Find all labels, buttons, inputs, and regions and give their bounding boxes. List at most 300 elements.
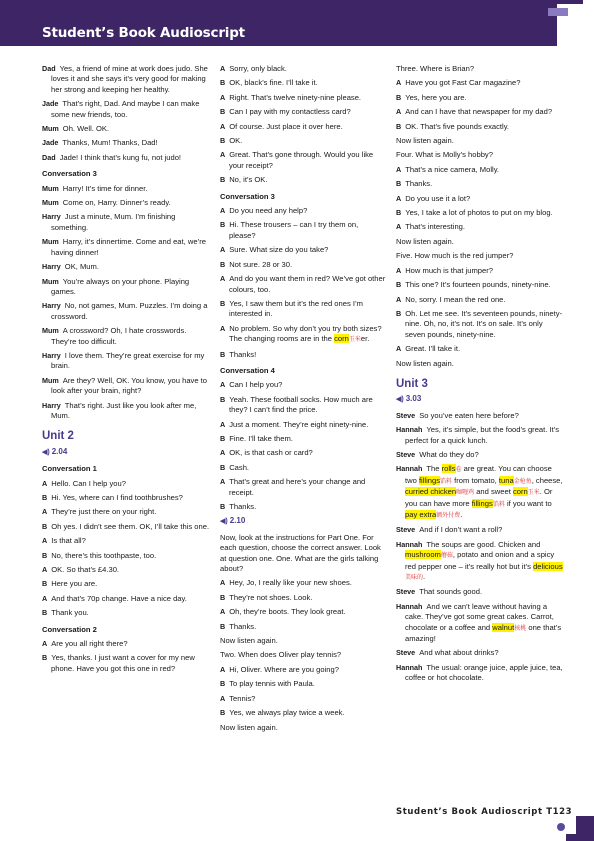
dialogue-text: Can I help you? — [229, 380, 283, 390]
dialogue-text: No, there’s this toothpaste, too. — [51, 550, 157, 560]
speaker-label: A — [42, 507, 48, 517]
dialogue-text: This one? It’s fourteen pounds, ninety-nine. — [405, 280, 551, 290]
dialogue-text: Yes, I saw them but it’s the red ones I’m interested in. — [229, 298, 364, 319]
dialogue-line — [42, 639, 210, 649]
dialogue-text: That’s right. Just like you look after me, Mum. — [51, 400, 197, 420]
handwritten-note: 金枪鱼 — [513, 478, 532, 485]
footer-dot — [557, 823, 565, 831]
dialogue-line — [42, 493, 210, 503]
dialogue-line — [220, 434, 386, 444]
speaker-label: B — [396, 179, 402, 189]
track-number: 2.04 — [51, 446, 68, 456]
dialogue-text: The soups are good. Chicken and mushroom蘑菇, potato and onion and a spicy red pepper one – it’s really hot but it’s delicious美味的. — [405, 539, 563, 582]
dialogue-line — [396, 309, 564, 340]
speaker-label: A — [396, 193, 402, 203]
dialogue-text: Oh. Well. OK. — [62, 124, 110, 134]
handwritten-note: 玉米 — [527, 490, 540, 497]
column-left — [42, 64, 210, 678]
dialogue-line — [396, 587, 564, 597]
speaker-label: Steve — [396, 587, 416, 597]
dialogue-text: Are you all right there? — [51, 639, 128, 649]
dialogue-line — [396, 602, 564, 645]
highlighted-word: curried chicken — [405, 487, 457, 497]
speaker-label: B — [220, 502, 226, 511]
speaker-label: Mum — [42, 276, 59, 286]
dialogue-text: Is that all? — [51, 536, 86, 546]
instruction-text: Now listen again. — [220, 636, 278, 646]
dialogue-text: Hey, Jo, I really like your new shoes. — [229, 578, 352, 588]
dialogue-line — [220, 150, 386, 171]
speaker-label: Harry — [42, 350, 61, 360]
footer-page-label: Student’s Book Audioscript T123 — [396, 807, 573, 817]
dialogue-text: Thanks. — [229, 621, 257, 631]
speaker-label: A — [396, 164, 402, 174]
dialogue-line — [42, 198, 210, 208]
handwritten-note: 卷 — [455, 467, 462, 474]
header-decoration — [557, 0, 583, 4]
dialogue-line — [396, 165, 564, 175]
dialogue-text: Great. That’s gone through. Would you like your receipt? — [229, 150, 374, 170]
dialogue-line — [42, 401, 210, 422]
instruction-text: Now listen again. — [396, 136, 454, 146]
highlighted-word: corn — [512, 487, 528, 497]
speaker-label: Harry — [42, 262, 61, 272]
speaker-label: Hannah — [396, 539, 423, 549]
speaker-label: A — [220, 664, 226, 674]
dialogue-line — [396, 450, 564, 460]
dialogue-line — [220, 694, 386, 704]
speaker-label: A — [220, 578, 226, 588]
speaker-label: Steve — [396, 525, 416, 535]
dialogue-line — [42, 579, 210, 589]
header-decoration — [534, 0, 557, 4]
dialogue-text: And can I have that newspaper for my dad? — [405, 107, 553, 117]
speaker-label: Steve — [396, 410, 416, 420]
highlighted-word: rolls — [441, 464, 456, 474]
dialogue-line — [220, 260, 386, 270]
speaker-label: Hannah — [396, 464, 423, 474]
speaker-label: A — [396, 265, 402, 275]
dialogue-line — [220, 136, 386, 146]
dialogue-text: What do they do? — [419, 449, 479, 459]
dialogue-line — [220, 78, 386, 88]
speaker-label: B — [220, 394, 226, 404]
dialogue-text: OK, Mum. — [64, 262, 99, 272]
header-decoration — [548, 8, 568, 16]
handwritten-note: 核桃 — [514, 625, 527, 632]
conversation-heading: Conversation 1 — [42, 464, 97, 474]
dialogue-line — [396, 540, 564, 584]
dialogue-text: Just a moment. They’re eight ninety-nine. — [229, 419, 369, 429]
dialogue-line — [42, 653, 210, 674]
speaker-label: B — [220, 136, 226, 146]
dialogue-line — [220, 380, 386, 390]
dialogue-text: Harry, it’s dinnertime. Come and eat, we’re having dinner! — [51, 237, 206, 257]
speaker-label: Mum — [42, 237, 59, 247]
dialogue-text: Sure. What size do you take? — [229, 245, 329, 255]
dialogue-text: Here you are. — [51, 579, 98, 589]
speaker-label: Hannah — [396, 425, 423, 435]
dialogue-line — [220, 206, 386, 216]
highlighted-word: fillings — [471, 498, 493, 508]
dialogue-text: Harry! It’s time for dinner. — [62, 183, 148, 193]
speaker-label: A — [42, 593, 48, 603]
speaker-label: B — [42, 493, 48, 502]
track-number: 2.10 — [229, 516, 246, 526]
dialogue-line — [42, 551, 210, 561]
dialogue-text: Come on, Harry. Dinner’s ready. — [62, 198, 171, 208]
dialogue-text: Do you need any help? — [229, 206, 308, 216]
dialogue-text: Not sure. 28 or 30. — [229, 259, 293, 269]
dialogue-line — [220, 420, 386, 430]
dialogue-line — [396, 78, 564, 88]
speaker-label: A — [220, 274, 226, 284]
speaker-label: Jade — [42, 99, 59, 109]
highlighted-word: walnut — [492, 622, 515, 632]
speaker-label: Steve — [396, 648, 416, 658]
dialogue-line — [42, 376, 210, 397]
dialogue-text: Just a minute, Mum. I’m finishing something. — [51, 212, 176, 232]
speaker-label: Hannah — [396, 601, 423, 611]
dialogue-line — [42, 351, 210, 372]
highlighted-word: fillings — [418, 475, 441, 485]
dialogue-text: Thanks! — [229, 349, 257, 359]
speaker-label: A — [220, 323, 226, 333]
dialogue-text: Thanks, Mum! Thanks, Dad! — [62, 138, 158, 148]
dialogue-text: Hello. Can I help you? — [51, 478, 126, 488]
footer-corner — [566, 834, 576, 841]
dialogue-line — [396, 411, 564, 421]
dialogue-text: Yes, thanks. I just want a cover for my new phone. Have you got this one in red? — [51, 653, 195, 673]
speaker-label: B — [396, 208, 402, 218]
dialogue-line — [42, 522, 210, 532]
dialogue-text: OK, black’s fine. I’ll take it. — [229, 78, 318, 88]
dialogue-line — [42, 184, 210, 194]
dialogue-line — [42, 536, 210, 546]
dialogue-text: That’s great and here’s your change and receipt. — [229, 477, 366, 497]
speaker-label: Harry — [42, 212, 61, 222]
speaker-label: Dad — [42, 64, 56, 73]
dialogue-line — [42, 212, 210, 233]
dialogue-text: Hi. Yes, where can I find toothbrushes? — [51, 493, 183, 502]
dialogue-line — [42, 124, 210, 134]
speaker-label: B — [220, 621, 226, 631]
dialogue-line — [220, 448, 386, 458]
speaker-label: A — [42, 639, 48, 649]
dialogue-text: Can I pay with my contactless card? — [229, 107, 351, 117]
dialogue-line — [220, 299, 386, 320]
dialogue-text: And do you want them in red? We’ve got other colours, too. — [229, 274, 386, 294]
instruction-text: Now listen again. — [396, 358, 454, 368]
header-bar — [0, 0, 557, 46]
dialogue-line — [42, 64, 210, 95]
instruction-text: Now, look at the instructions for Part One. For each question, choose the correct answer. Look at question one. One. What are the girls talking about? — [220, 532, 381, 574]
dialogue-text: Are they? Well, OK. You know, you have to look after your brain, right? — [51, 375, 208, 396]
handwritten-note: 咖喱鸡 — [456, 490, 475, 497]
speaker-label: B — [220, 349, 226, 359]
speaker-label: B — [42, 608, 48, 618]
dialogue-text: So you’ve eaten here before? — [419, 410, 519, 420]
speaker-label: A — [396, 78, 402, 88]
dialogue-text: And that’s 70p change. Have a nice day. — [51, 593, 187, 603]
speaker-label: Mum — [42, 375, 59, 385]
dialogue-text: And what about drinks? — [419, 648, 499, 658]
dialogue-text: Of course. Just place it over here. — [229, 121, 343, 131]
speaker-label: B — [220, 433, 226, 443]
dialogue-text: Hi. These trousers – can I try them on, please? — [229, 220, 359, 240]
dialogue-line — [396, 464, 564, 521]
dialogue-text: I love them. They’re great exercise for my brain. — [51, 350, 205, 371]
dialogue-text: And we can’t leave without having a cake. They’ve got some great cakes. Carrot, chocolate or a coffee and walnut核桃 one that’s amazing! — [405, 601, 562, 644]
dialogue-text: That’s interesting. — [405, 222, 466, 232]
unit-heading: Unit 3 — [396, 377, 428, 390]
dialogue-line — [396, 222, 564, 232]
speaker-label: A — [396, 222, 402, 232]
dialogue-text: Thank you. — [51, 608, 89, 618]
speaker-label: A — [42, 565, 48, 575]
dialogue-text: Oh yes. I didn’t see them. OK, I’ll take this one. — [51, 521, 210, 531]
dialogue-line — [42, 262, 210, 272]
speaker-label: A — [220, 150, 226, 160]
conversation-heading: Conversation 3 — [42, 169, 97, 179]
dialogue-text: You’re always on your phone. Playing games. — [51, 276, 190, 296]
dialogue-line — [220, 708, 386, 718]
dialogue-line — [220, 245, 386, 255]
speaker-label: A — [220, 245, 226, 255]
dialogue-text: Yes, I take a lot of photos to put on my blog. — [405, 208, 553, 218]
dialogue-text: OK. That’s five pounds exactly. — [405, 121, 510, 131]
speaker-label: B — [396, 92, 402, 102]
dialogue-text: Cash. — [229, 462, 250, 472]
instruction-text: Five. How much is the red jumper? — [396, 251, 514, 261]
dialogue-line — [220, 350, 386, 360]
audio-track — [220, 516, 386, 527]
dialogue-text: That sounds good. — [419, 587, 483, 597]
dialogue-line — [42, 479, 210, 489]
conversation-heading: Conversation 3 — [220, 191, 275, 201]
dialogue-text: Have you got Fast Car magazine? — [405, 78, 521, 88]
dialogue-line — [220, 665, 386, 675]
dialogue-line — [220, 477, 386, 498]
dialogue-text: OK. — [229, 136, 243, 146]
speaker-label: Mum — [42, 326, 59, 336]
dialogue-text: And if I don’t want a roll? — [419, 525, 503, 535]
track-number: 3.03 — [405, 394, 422, 404]
dialogue-line — [396, 280, 564, 290]
dialogue-line — [42, 237, 210, 258]
dialogue-line — [220, 324, 386, 346]
dialogue-line — [396, 194, 564, 204]
speaker-label: A — [42, 478, 48, 488]
handwritten-note: 馅料 — [440, 478, 453, 485]
dialogue-line — [220, 395, 386, 416]
speaker-label: A — [220, 448, 226, 458]
dialogue-line — [220, 607, 386, 617]
dialogue-text: To play tennis with Paula. — [229, 679, 315, 689]
speaker-label: A — [396, 107, 402, 117]
speaker-label: Mum — [42, 183, 59, 193]
dialogue-line — [396, 93, 564, 103]
speaker-label: A — [220, 206, 226, 216]
dialogue-text: Do you use it a lot? — [405, 193, 471, 203]
dialogue-text: No, it’s OK. — [229, 175, 268, 185]
speaker-label: Harry — [42, 301, 61, 311]
dialogue-text: That’s right, Dad. And maybe I can make some new friends, too. — [51, 99, 200, 119]
dialogue-line — [42, 301, 210, 322]
footer-corner — [576, 816, 594, 841]
instruction-text: Now listen again. — [396, 236, 454, 246]
dialogue-text: The usual: orange juice, apple juice, tea, coffee or hot chocolate. — [405, 662, 563, 683]
dialogue-line — [220, 220, 386, 241]
dialogue-line — [220, 93, 386, 103]
instruction-text: Two. When does Oliver play tennis? — [220, 650, 342, 660]
dialogue-line — [396, 179, 564, 189]
instruction-text: Four. What is Molly’s hobby? — [396, 150, 493, 160]
column-middle — [220, 64, 386, 737]
speaker-label: Dad — [42, 152, 56, 162]
dialogue-text: No, not games, Mum. Puzzles. I’m doing a crossword. — [51, 301, 208, 321]
dialogue-text: Yes, it’s simple, but the food’s great. It’s perfect for a quick lunch. — [405, 425, 560, 445]
dialogue-line — [220, 64, 386, 74]
speaker-label: B — [220, 78, 226, 88]
handwritten-note: 美味的 — [405, 575, 424, 582]
dialogue-text: Yeah. These football socks. How much are they? I can’t find the price. — [229, 394, 373, 415]
dialogue-text: That’s a nice camera, Molly. — [405, 164, 500, 174]
speaker-label: A — [220, 64, 226, 73]
speaker-label: B — [220, 592, 226, 602]
speaker-label: B — [42, 550, 48, 560]
speaker-label: A — [396, 294, 402, 304]
dialogue-line — [42, 594, 210, 604]
speaker-label: Steve — [396, 449, 416, 459]
dialogue-text: Tennis? — [229, 693, 256, 703]
speaker-label: B — [220, 220, 226, 230]
speaker-label: B — [396, 121, 402, 131]
dialogue-text: Jade! I think that’s kung fu, not judo! — [59, 152, 182, 162]
dialogue-line — [396, 295, 564, 305]
dialogue-text: Sorry, only black. — [229, 64, 287, 73]
speaker-label: B — [220, 679, 226, 689]
audio-track — [396, 394, 564, 405]
speaker-label: B — [220, 259, 226, 269]
dialogue-text: How much is that jumper? — [405, 265, 493, 275]
dialogue-text: OK, is that cash or card? — [229, 448, 313, 458]
speaker-label: A — [220, 121, 226, 131]
speaker-label: B — [220, 708, 226, 718]
speaker-icon: ◀) — [396, 396, 404, 404]
speaker-label: Jade — [42, 138, 59, 148]
dialogue-text: Hi, Oliver. Where are you going? — [229, 664, 339, 674]
speaker-label: A — [220, 477, 226, 487]
dialogue-text: They’re not shoes. Look. — [229, 592, 313, 602]
unit-heading: Unit 2 — [42, 430, 74, 443]
dialogue-text: Right. That’s twelve ninety-nine please. — [229, 92, 362, 102]
dialogue-line — [220, 593, 386, 603]
dialogue-line — [396, 525, 564, 535]
dialogue-line — [42, 507, 210, 517]
page-title: Student’s Book Audioscript — [42, 25, 245, 41]
speaker-label: B — [42, 521, 48, 531]
dialogue-line — [220, 578, 386, 588]
dialogue-text: Fine. I’ll take them. — [229, 433, 293, 443]
speaker-label: A — [220, 607, 226, 617]
speaker-label: B — [396, 308, 402, 318]
handwritten-note: 额外付费 — [436, 513, 461, 519]
dialogue-line — [396, 122, 564, 132]
dialogue-text: The rolls卷 are great. You can choose two fillings馅料 from tomato, tuna金枪鱼, cheese, curried chicken咖喱鸡 and sweet corn玉米. Or you can have more fillings馅料 if you want to pay extra额外付费. — [405, 464, 563, 519]
dialogue-line — [396, 208, 564, 218]
dialogue-line — [396, 663, 564, 684]
speaker-label: B — [42, 579, 48, 589]
speaker-icon: ◀) — [42, 448, 50, 456]
dialogue-text: Thanks. — [405, 179, 433, 189]
conversation-heading: Conversation 4 — [220, 365, 275, 375]
dialogue-text: OK. So that’s £4.30. — [51, 565, 120, 575]
dialogue-text: No problem. So why don’t you try both sizes? The changing rooms are in the corn玉米er. — [229, 323, 382, 344]
instruction-text: Three. Where is Brian? — [396, 64, 475, 73]
audio-track — [42, 447, 210, 458]
speaker-label: Mum — [42, 124, 59, 134]
highlighted-word: tuna — [498, 475, 514, 485]
speaker-label: Harry — [42, 400, 61, 410]
dialogue-line — [220, 107, 386, 117]
speaker-label: A — [220, 419, 226, 429]
highlighted-word: mushroom — [405, 550, 441, 560]
dialogue-line — [42, 99, 210, 120]
speaker-label: B — [220, 462, 226, 472]
dialogue-text: Thanks. — [229, 502, 257, 511]
dialogue-line — [42, 277, 210, 298]
handwritten-note: 蘑菇 — [440, 553, 453, 560]
dialogue-text: Yes, we always play twice a week. — [229, 708, 345, 718]
dialogue-line — [220, 463, 386, 473]
dialogue-line — [220, 122, 386, 132]
speaker-label: B — [220, 107, 226, 117]
speaker-label: B — [42, 653, 48, 663]
dialogue-line — [396, 425, 564, 446]
handwritten-note: 玉米 — [348, 337, 361, 344]
speaker-icon: ◀) — [220, 518, 228, 526]
speaker-label: A — [396, 344, 402, 354]
instruction-text: Now listen again. — [220, 722, 278, 732]
dialogue-text: Oh, they’re boots. They look great. — [229, 607, 346, 617]
dialogue-line — [220, 679, 386, 689]
handwritten-note: 馅料 — [492, 501, 505, 508]
dialogue-line — [42, 138, 210, 148]
speaker-label: Hannah — [396, 662, 423, 672]
dialogue-text: No, sorry. I mean the red one. — [405, 294, 506, 304]
highlighted-word: pay extra — [405, 510, 437, 519]
speaker-label: B — [396, 280, 402, 290]
dialogue-line — [220, 502, 386, 512]
dialogue-text: Yes, here you are. — [405, 92, 467, 102]
speaker-label: B — [220, 175, 226, 185]
highlighted-word: delicious — [533, 561, 563, 571]
dialogue-line — [396, 107, 564, 117]
dialogue-text: They’re just there on your right. — [51, 507, 157, 517]
speaker-label: A — [220, 380, 226, 390]
column-right — [396, 64, 564, 688]
dialogue-line — [396, 266, 564, 276]
dialogue-line — [220, 622, 386, 632]
dialogue-line — [396, 648, 564, 658]
conversation-heading: Conversation 2 — [42, 624, 97, 634]
dialogue-line — [42, 326, 210, 347]
speaker-label: A — [42, 536, 48, 546]
speaker-label: B — [220, 298, 226, 308]
dialogue-line — [42, 608, 210, 618]
speaker-label: Mum — [42, 198, 59, 208]
